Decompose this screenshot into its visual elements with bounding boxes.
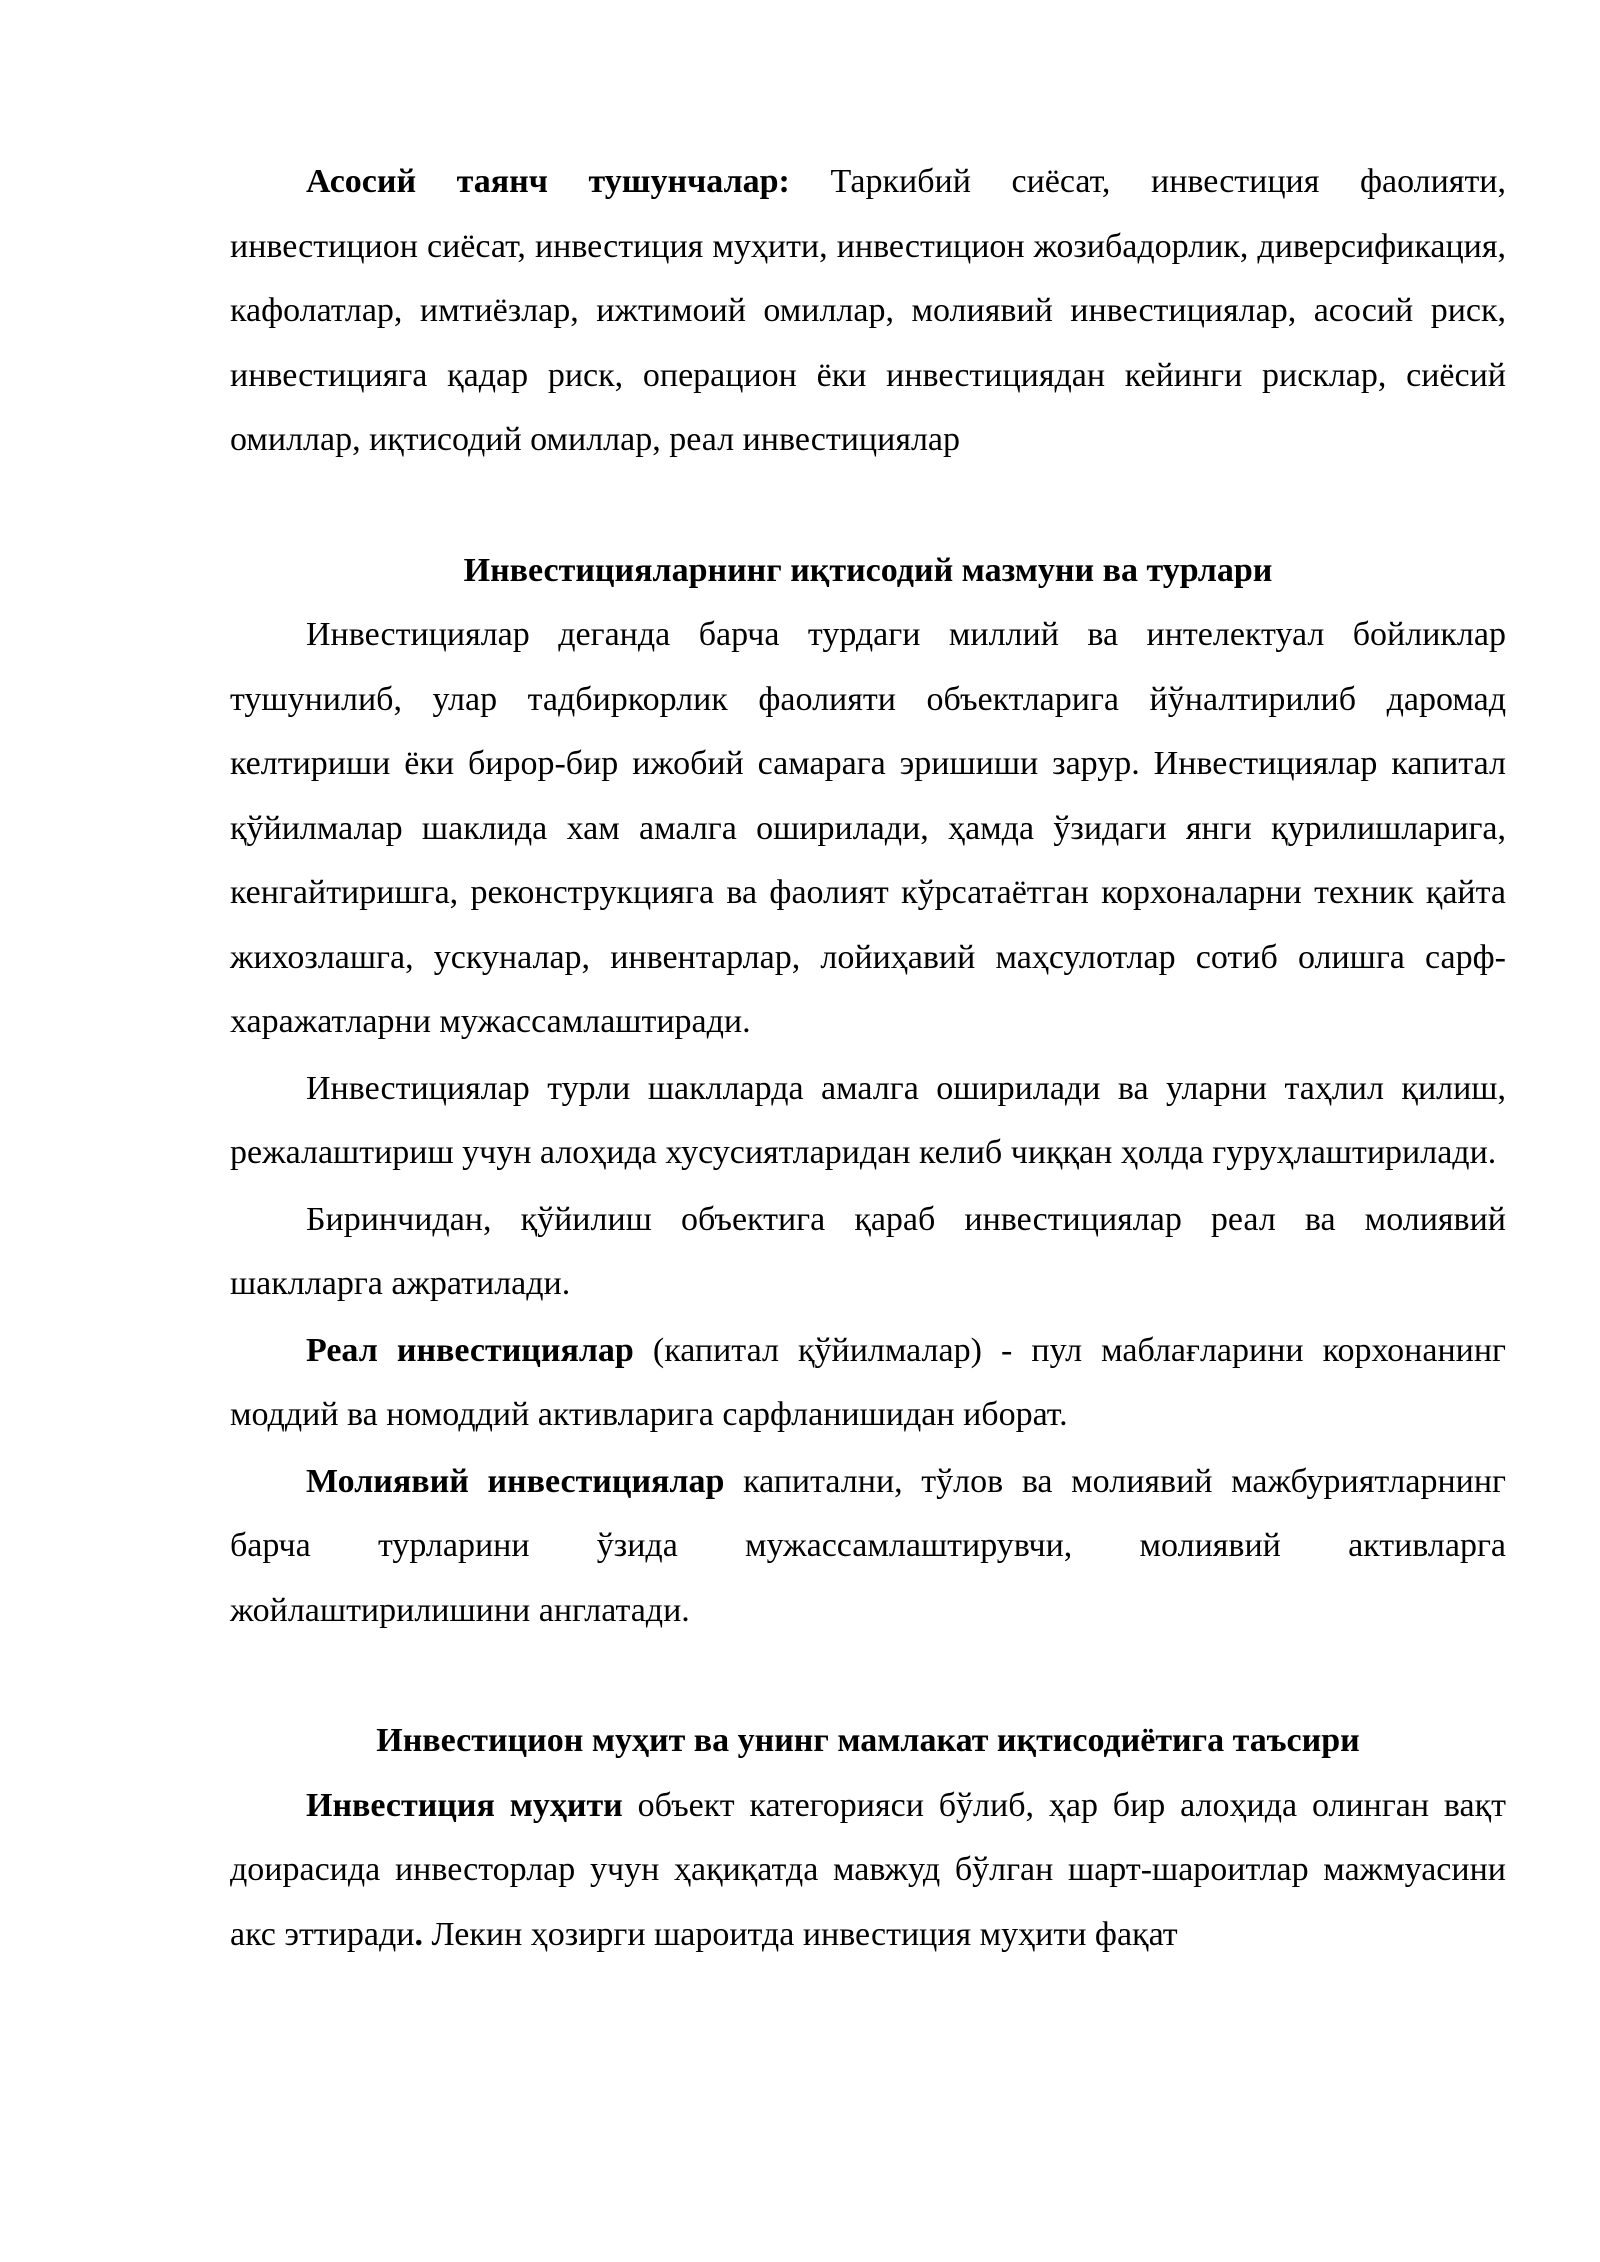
- keywords-label: Асосий таянч тушунчалар:: [306, 163, 790, 200]
- section-heading-investment-types: Инвестицияларнинг иқтисодий мазмуни ва турлари: [463, 551, 1273, 589]
- definition-text: капитални, тўлов ва молиявий мажбуриятларнинг барча турларини ўзида мужассамлаштирувчи, молиявий активларга жойлаштирилишини англатади.: [230, 1462, 1506, 1629]
- term-real-investments: Реал инвестициялар: [306, 1331, 634, 1369]
- paragraph-financial-investments: [230, 1450, 1506, 1644]
- paragraph: Биринчидан, қўйилиш объектига қараб инвестициялар реал ва молиявий шаклларга ажратилади.: [230, 1200, 1506, 1302]
- section-heading-investment-climate: Инвестицион муҳит ва унинг мамлакат иқтисодиётига таъсири: [376, 1722, 1360, 1759]
- definition-text: (капитал қўйилмалар) - пул маблағларини корхонанинг моддий ва номоддий активларига сарфланишидан иборат.: [230, 1331, 1506, 1433]
- keywords-text: Таркибий сиёсат, инвестиция фаолияти, инвестицион сиёсат, инвестиция муҳити, инвестицион жозибадорлик, диверсификация, кафолатлар, имтиёзлар, ижтимоий омиллар, молиявий инвестициялар, асосий риск, инвестицияга қадар риск, операцион ёки инвестициядан кейинги рисклар, сиёсий омиллар, иқтисодий омиллар, реал инвестициялар: [230, 163, 1507, 458]
- paragraph-real-investments: [230, 1319, 1506, 1448]
- document-page: [230, 150, 1506, 1967]
- paragraph: Инвестициялар турли шаклларда амалга оширилади ва уларни таҳлил қилиш, режалаштириш учун алоҳида хусусиятларидан келиб чиққан ҳолда гуруҳлаштирилади.: [230, 1069, 1506, 1171]
- paragraph-investment-climate: [230, 1774, 1506, 1968]
- paragraph: Инвестициялар деганда барча турдаги миллий ва интелектуал бойликлар тушунилиб, улар тадбиркорлик фаолияти объектларига йўналтирилиб даромад келтириши ёки бирор-бир ижобий самарага эришиши зарур. Инвестициялар капитал қўйилмалар шаклида хам амалга оширилади, ҳамда ўзидаги янги қурилишларига, кенгайтиришга, реконструкцияга ва фаолият кўрсатаётган корхоналарни техник қайта жихозлашга, ускуналар, инвентарлар, лойиҳавий маҳсулотлар сотиб олишга сарф-харажатларни мужассамлаштиради.: [230, 616, 1506, 1040]
- continuation-text: Лекин ҳозирги шароитда инвестиция муҳити фақат: [422, 1915, 1178, 1953]
- definition-text: объект категорияси бўлиб, ҳар бир алоҳида олинган вақт доирасида инвесторлар учун ҳақиқатда мавжуд бўлган шарт-шароитлар мажмуасини акс эттиради: [230, 1786, 1507, 1953]
- term-investment-climate: Инвестиция муҳити: [306, 1786, 623, 1824]
- keywords-paragraph: [230, 150, 1506, 473]
- sentence-period: .: [414, 1915, 423, 1953]
- term-financial-investments: Молиявий инвестициялар: [306, 1462, 725, 1500]
